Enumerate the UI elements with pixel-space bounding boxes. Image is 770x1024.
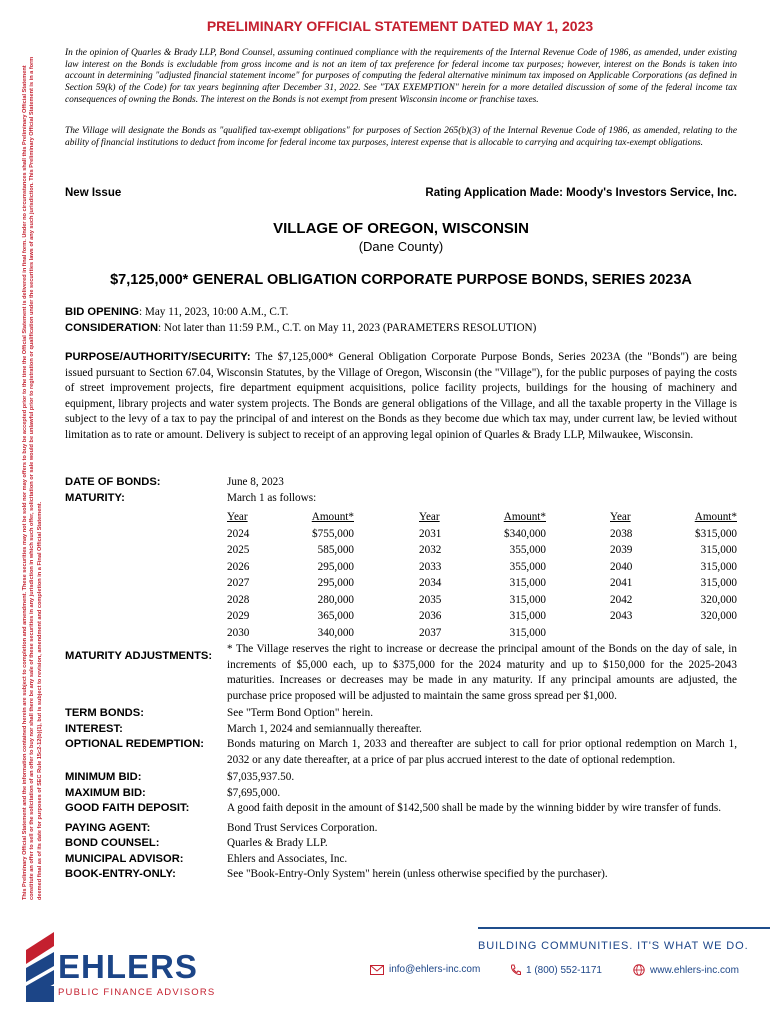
maturity-row [610, 608, 737, 625]
interest-value: March 1, 2024 and semiannually thereafter. [227, 722, 422, 735]
maturity-row [610, 592, 737, 609]
bond-counsel-row [65, 836, 737, 852]
footer-tagline: BUILDING COMMUNITIES. IT'S WHAT WE DO. [478, 940, 749, 952]
amount-header: Amount* [503, 511, 546, 523]
consideration-value: : Not later than 11:59 P.M., C.T. on May 11, 2023 (PARAMETERS RESOLUTION) [158, 322, 537, 334]
maturity-amount: 340,000 [317, 626, 354, 639]
maturity-row [610, 526, 737, 543]
good-faith-label: GOOD FAITH DEPOSIT: [65, 802, 190, 814]
new-issue-label: New Issue [65, 187, 122, 199]
maturity-amount: 315,000 [700, 560, 737, 573]
bond-counsel-value: Quarles & Brady LLP. [227, 837, 328, 849]
maximum-bid-row [65, 786, 737, 802]
footer-email[interactable] [370, 964, 480, 975]
maturity-amount: 315,000 [700, 544, 737, 556]
purpose-label: PURPOSE/AUTHORITY/SECURITY: [65, 351, 251, 363]
maturity-row [227, 526, 354, 543]
maturity-amount: 355,000 [509, 544, 546, 556]
date-of-bonds-row [65, 475, 737, 506]
footer-rule [478, 927, 770, 929]
good-faith-value: A good faith deposit in the amount of $142,500 shall be made by the winning bidder by wire transfer of funds. [227, 802, 722, 814]
page-heading: PRELIMINARY OFFICIAL STATEMENT DATED MAY 1, 2023 [206, 18, 594, 34]
maturity-row [419, 592, 546, 609]
maturity-row [419, 526, 546, 543]
maturity-amount: $315,000 [695, 527, 737, 540]
maturity-year: 2027 [227, 577, 250, 589]
bid-opening [65, 305, 737, 321]
maturity-amount: 320,000 [700, 610, 737, 622]
year-header: Year [610, 511, 631, 523]
maturity-row [227, 575, 354, 592]
bond-counsel-label: BOND COUNSEL: [65, 837, 160, 849]
maturity-year: 2039 [610, 544, 633, 556]
book-entry-label: BOOK-ENTRY-ONLY: [65, 868, 176, 880]
qualified-obligations-paragraph [65, 126, 737, 149]
bid-opening-value: : May 11, 2023, 10:00 A.M., C.T. [138, 306, 289, 318]
maturity-year: 2040 [610, 560, 633, 573]
minimum-bid-label: MINIMUM BID: [65, 771, 142, 783]
maturity-row [610, 575, 737, 592]
book-entry-value: See "Book-Entry-Only System" herein (unless otherwise specified by the purchaser). [227, 868, 608, 880]
maturity-row [419, 559, 546, 576]
paying-agent-value: Bond Trust Services Corporation. [227, 821, 378, 834]
issuer-name: VILLAGE OF OREGON, WISCONSIN [273, 220, 529, 237]
maturity-year: 2024 [227, 527, 250, 540]
municipal-advisor-label: MUNICIPAL ADVISOR: [65, 852, 184, 865]
maturity-year: 2036 [419, 610, 442, 622]
paying-agent-label: PAYING AGENT: [65, 821, 151, 834]
maturity-amount: $755,000 [312, 527, 354, 540]
issue-row [65, 187, 737, 199]
tax-paragraph-2: The Village will designate the Bonds as "qualified tax-exempt obligations" for purposes of Section 265(b)(3) of the Internal Revenue Code of 1986, as amended, relating to the ability of financial institutions to deduct from income for federal income tax purposes, interest expense that is allocable to carrying and acquiring tax-exempt obligations. [65, 126, 737, 148]
county-name: (Dane County) [358, 239, 444, 254]
maturity-adjustments-value: * The Village reserves the right to increase or decrease the principal amount of the Bonds on the day of sale, in increments of $5,000 each, up to $375,000 for the 2024 maturity and up to $150,000 for the 2025-2043 maturities. Increases or decreases may be made in any maturity. If any principal amounts are adjusted, the purchase price proposed will be adjusted to maintain the same gross spread per $1,000. [227, 643, 737, 702]
maturity-value: March 1 as follows: [227, 491, 317, 504]
amount-header: Amount* [694, 511, 737, 523]
maturity-row [419, 625, 546, 642]
envelope-icon [370, 965, 384, 975]
maturity-amount: 295,000 [317, 560, 354, 573]
year-header: Year [419, 511, 440, 523]
maturity-row [419, 608, 546, 625]
date-of-bonds-value: June 8, 2023 [227, 476, 284, 488]
maturity-row [227, 592, 354, 609]
maturity-year: 2026 [227, 560, 250, 573]
side-notice-text: This Preliminary Official Statement and the information contained herein are subject to completion and amendment. These securities may not be sold nor may offers to buy be accepted prior to the time the Official Statement is delivered in final form. Under no circumstances shall this Preliminary Official Statement constitute an offer to sell or the solicitation of an offer to buy nor shall there be any sale of these securities in any jurisdiction in which such offer, solicitation or sale would be unlawful prior to registration or qualification under the securities laws of any such jurisdiction. This Preliminary Official Statement is in a form deemed final as of its date for purposes of SEC Rule 15c2-12(b)(1), but is subject to revision, amendment and completion in a Final Official Statement. [22, 56, 43, 900]
minimum-bid-row [65, 770, 737, 786]
good-faith-row [65, 801, 737, 817]
maturity-amount: 315,000 [509, 610, 546, 622]
web-text: www.ehlers-inc.com [650, 964, 739, 976]
maturity-year: 2033 [419, 560, 442, 573]
logo-subtitle: PUBLIC FINANCE ADVISORS [58, 987, 216, 998]
maturity-row [419, 542, 546, 559]
maturity-year: 2041 [610, 577, 633, 589]
year-header: Year [227, 511, 248, 523]
term-bonds-row [65, 706, 737, 722]
bond-title: $7,125,000* GENERAL OBLIGATION CORPORATE PURPOSE BONDS, SERIES 2023A [110, 272, 692, 288]
bond-title-block [65, 272, 737, 288]
consideration-label: CONSIDERATION [65, 322, 159, 334]
book-entry-row [65, 867, 737, 883]
tax-opinion-paragraph [65, 48, 737, 107]
maturity-row [610, 542, 737, 559]
maturity-year: 2042 [610, 593, 633, 606]
maximum-bid-value: $7,695,000. [227, 786, 281, 799]
purpose-paragraph [65, 350, 737, 443]
maturity-amount: 585,000 [317, 544, 354, 556]
optional-redemption-row [65, 737, 737, 768]
tax-paragraph-1: In the opinion of Quarles & Brady LLP, Bond Counsel, assuming continued compliance with the requirements of the Internal Revenue Code of 1986, as amended, under existing law interest on the Bonds is excludable from gross income and is not an item of tax preference for federal income tax purposes; however, interest on the Bonds is taken into account in determining "adjusted financial statement income" for purposes of computing the federal alternative minimum tax imposed on Applicable Corporations (as defined in Section 59(k) of the Code) for tax years beginning after December 31, 2022. See "TAX EXEMPTION" herein for a more detailed discussion of some of the federal income tax consequences of owning the Bonds. The interest on the Bonds is not exempt from present Wisconsin income or franchise taxes. [65, 48, 737, 105]
maturity-row [227, 608, 354, 625]
interest-label: INTEREST: [65, 722, 123, 735]
maturity-label: MATURITY: [65, 491, 125, 504]
municipal-advisor-value: Ehlers and Associates, Inc. [227, 852, 348, 865]
optional-redemption-label: OPTIONAL REDEMPTION: [65, 738, 205, 750]
maturity-year: 2032 [419, 544, 442, 556]
maturity-row [227, 625, 354, 642]
municipal-advisor-row [65, 852, 737, 868]
maturity-year: 2025 [227, 544, 250, 556]
maturity-amount: 295,000 [317, 577, 354, 589]
maximum-bid-label: MAXIMUM BID: [65, 786, 146, 799]
term-bonds-label: TERM BONDS: [65, 707, 144, 719]
side-notice [22, 40, 43, 900]
email-text: info@ehlers-inc.com [389, 964, 481, 975]
maturity-column-1 [227, 509, 354, 641]
consideration [65, 321, 737, 337]
maturity-amount: 315,000 [509, 593, 546, 606]
maturity-amount: 280,000 [317, 593, 354, 606]
phone-icon [510, 964, 521, 976]
maturity-row [610, 559, 737, 576]
maturity-year: 2035 [419, 593, 442, 606]
date-of-bonds-label: DATE OF BONDS: [65, 476, 161, 488]
optional-redemption-value: Bonds maturing on March 1, 2033 and thereafter are subject to call for prior optional redemption on March 1, 2032 or any date thereafter, at a price of par plus accrued interest to the date of optional redemption. [227, 738, 737, 766]
globe-icon [633, 964, 645, 976]
maturity-year: 2043 [610, 610, 633, 622]
footer-phone[interactable] [510, 964, 602, 976]
title-block [65, 220, 737, 254]
maturity-amount: 320,000 [700, 593, 737, 606]
maturity-row [227, 559, 354, 576]
maturity-amount: 355,000 [509, 560, 546, 573]
purpose-text: The $7,125,000* General Obligation Corporate Purpose Bonds, Series 2023A (the "Bonds") are being issued pursuant to Section 67.04, Wisconsin Statutes, by the Village of Oregon, Wisconsin (the "Village"), for the public purposes of paying the costs of street improvement projects, fire department equipment acquisitions, police facility projects, buildings for the housing of machinery and equipment, library projects and water system projects. The Bonds are general obligations of the Village, and all the taxable property in the Village is subject to the levy of a tax to pay the principal of and interest on the Bonds as they become due which tax may, under current law, be levied without limitation as to rate or amount. Delivery is subject to receipt of an approving legal opinion of Quarles & Brady LLP, Milwaukee, Wisconsin. [65, 351, 737, 441]
paying-agent-row [65, 821, 737, 837]
maturity-column-3 [610, 509, 737, 625]
maturity-year: 2038 [610, 527, 633, 540]
maturity-amount: $340,000 [504, 527, 546, 540]
terms-list [65, 642, 737, 883]
bid-opening-label: BID OPENING [65, 306, 139, 318]
maturity-amount: 315,000 [509, 577, 546, 589]
maturity-amount: 315,000 [700, 577, 737, 589]
amount-header: Amount* [311, 511, 354, 523]
rating-label: Rating Application Made: Moody's Investors Service, Inc. [425, 187, 737, 199]
phone-text: 1 (800) 552-1171 [526, 964, 602, 976]
maturity-year: 2034 [419, 577, 442, 589]
term-bonds-value: See "Term Bond Option" herein. [227, 707, 373, 719]
maturity-year: 2030 [227, 626, 250, 639]
maturity-amount: 315,000 [509, 626, 546, 639]
footer-web[interactable] [633, 964, 739, 976]
maturity-amount: 365,000 [317, 610, 354, 622]
maturity-adjustments-label: MATURITY ADJUSTMENTS: [65, 650, 213, 662]
maturity-row [227, 542, 354, 559]
logo-name: EHLERS [58, 948, 198, 985]
maturity-year: 2028 [227, 593, 250, 606]
maturity-column-2 [419, 509, 546, 641]
maturity-year: 2037 [419, 626, 442, 639]
maturity-year: 2031 [419, 527, 442, 540]
minimum-bid-value: $7,035,937.50. [227, 771, 295, 783]
maturity-year: 2029 [227, 610, 250, 622]
interest-row [65, 722, 737, 738]
maturity-adjustments-row [65, 642, 737, 704]
maturity-row [419, 575, 546, 592]
